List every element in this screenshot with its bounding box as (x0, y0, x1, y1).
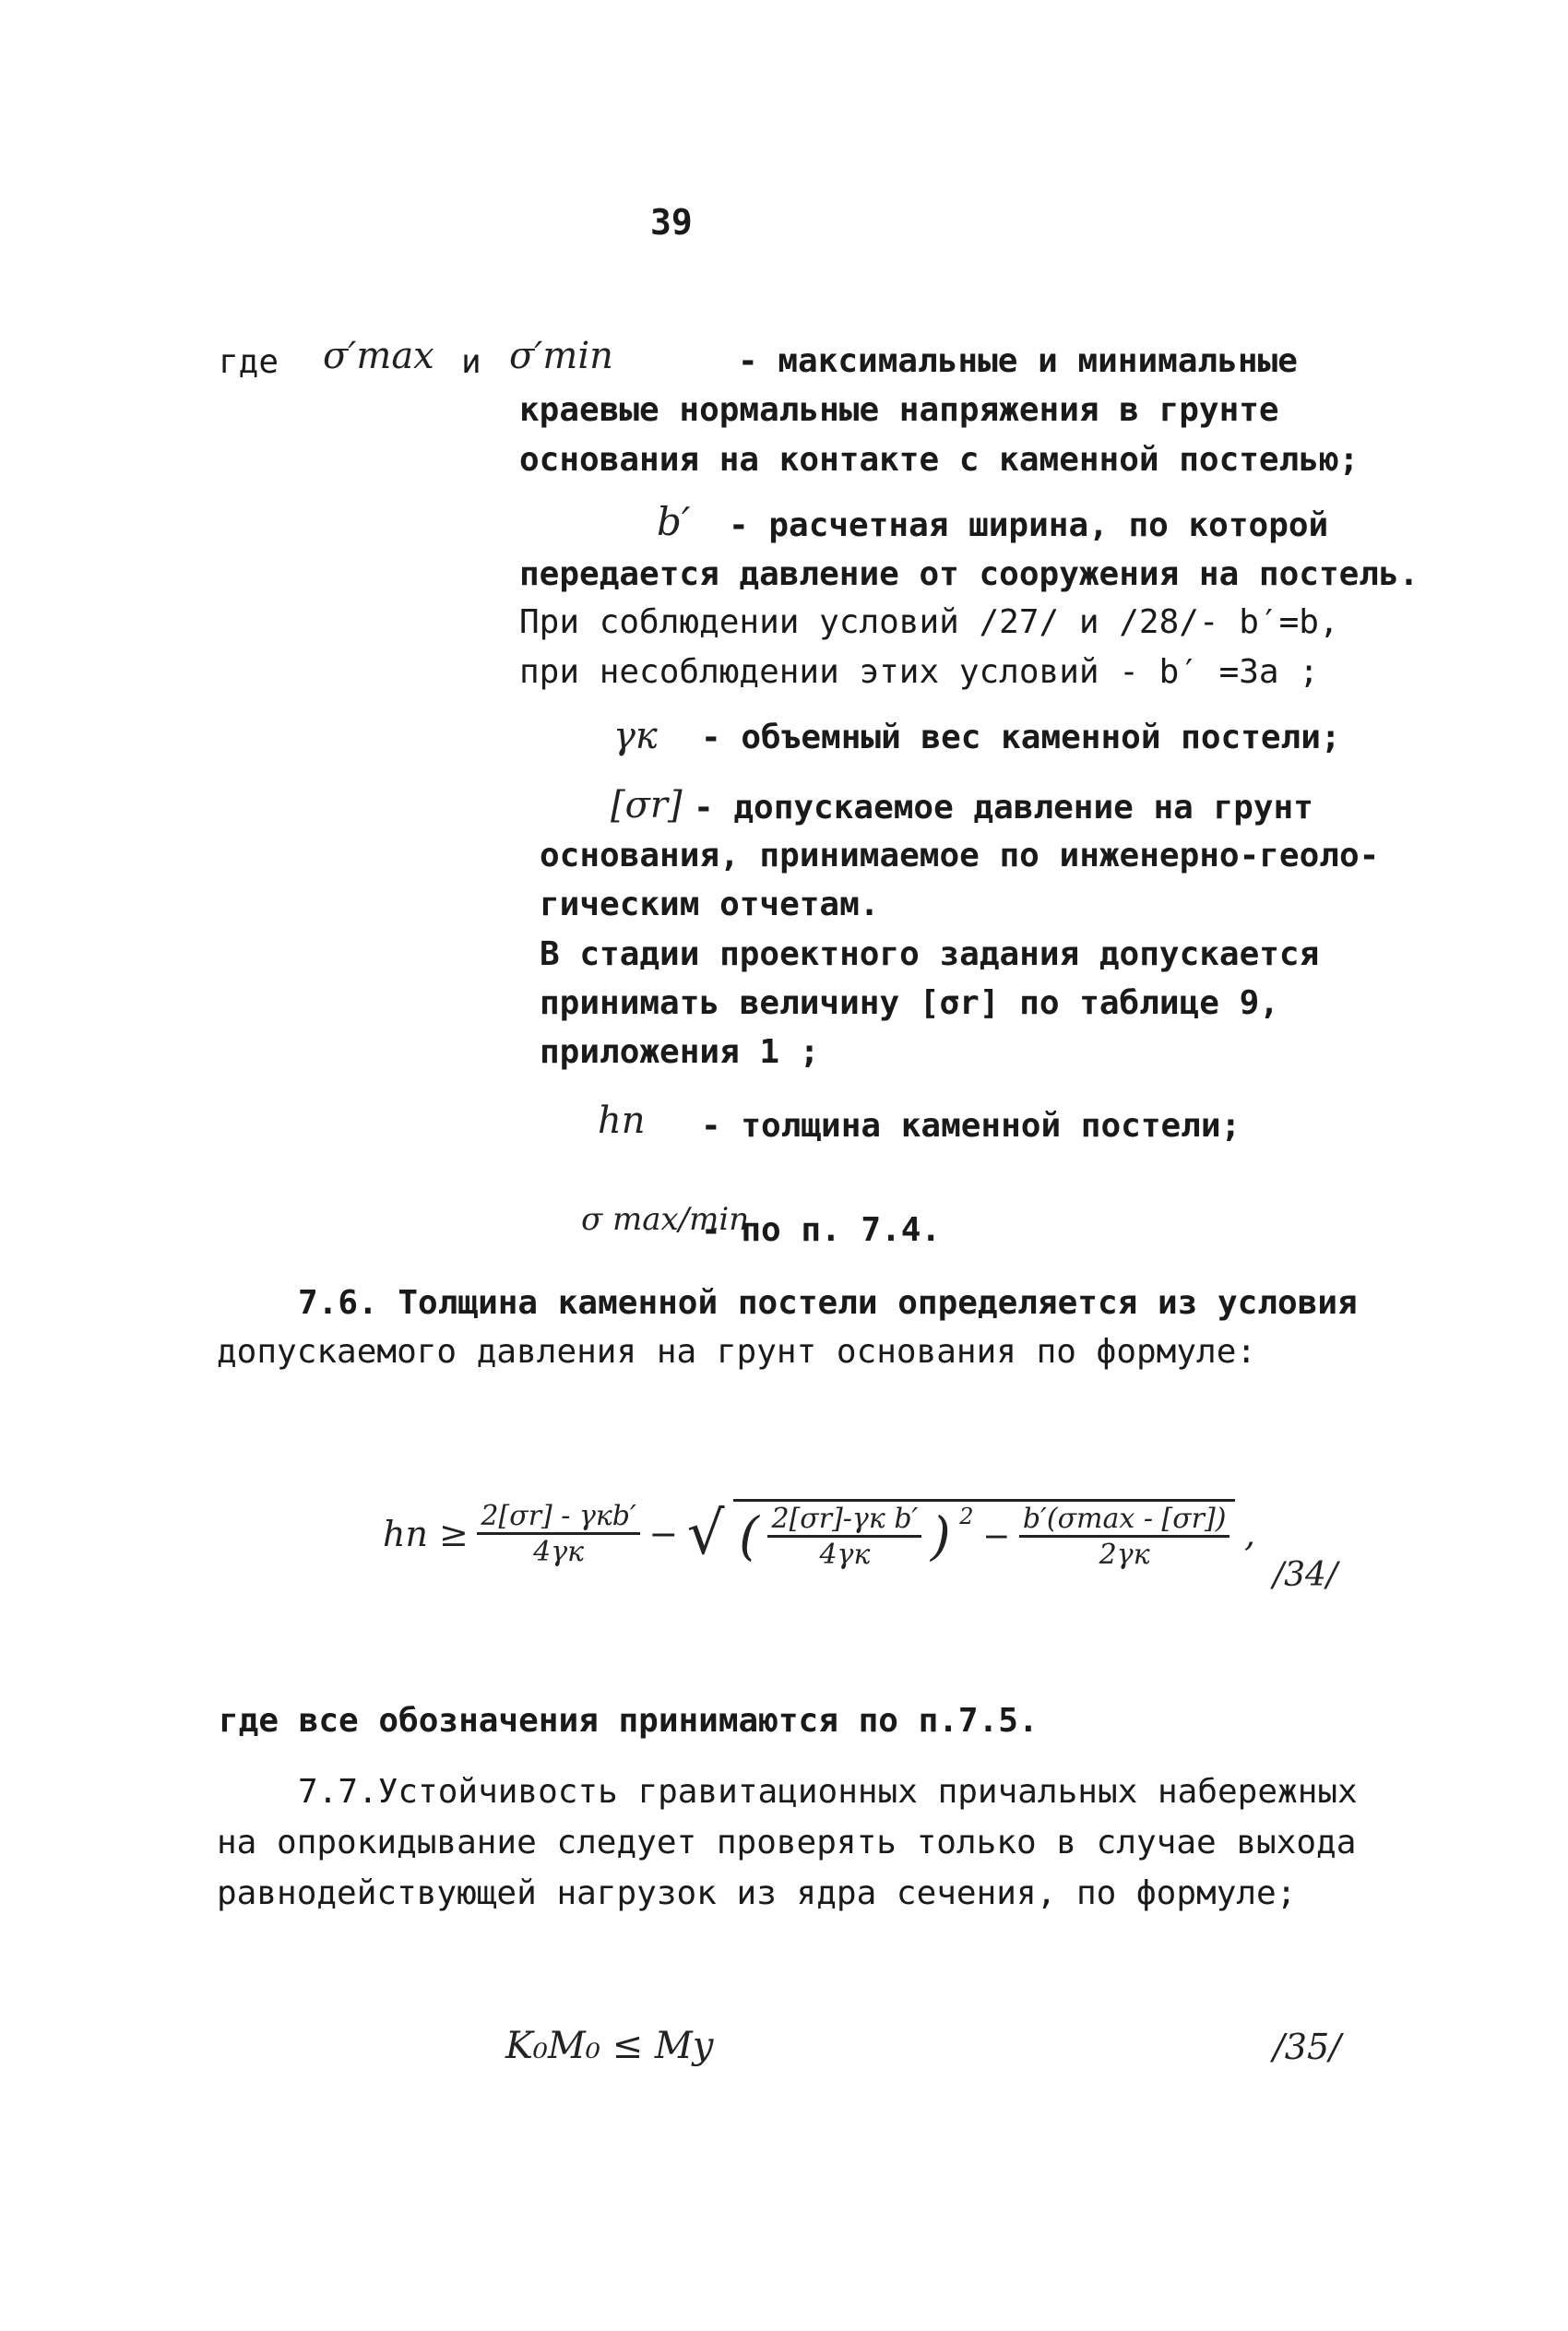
h-symbol: hп (598, 1100, 646, 1142)
formula-34-number: /34/ (1273, 1556, 1338, 1594)
formula-34-power: 2 (959, 1504, 974, 1529)
sigma-r-desc-line-1: - допускаемое давление на грунт (694, 789, 1313, 827)
and-label: и (461, 343, 481, 381)
sigma-maxmin-symbol: σ max/min (581, 1201, 750, 1238)
gamma-desc: - объемный вес каменной постели; (701, 719, 1341, 756)
section-7-7-line-3: равнодействующей нагрузок из ядра сечения, по формуле; (217, 1874, 1297, 1912)
sigma-r-desc-line-3: гическим отчетам. (540, 886, 880, 923)
section-7-7-line-1: 7.7.Устойчивость гравитационных причальных набережных (298, 1773, 1358, 1811)
formula-34-frac1-num: 2[σr] - γкb′ (477, 1503, 639, 1535)
sigma-min-symbol: σ′min (509, 335, 613, 377)
formula-34-sqrt-frac-den: 4γк (819, 1539, 871, 1571)
formula-34-lhs: hп ≥ (383, 1514, 469, 1554)
formula-34-fraction-1 (477, 1499, 639, 1568)
formula-34-sqrt-frac-num: 2[σr]-γк b′ (767, 1505, 921, 1538)
h-desc: - толщина каменной постели; (701, 1107, 1241, 1145)
formula-35-number: /35/ (1273, 2027, 1341, 2067)
section-7-6-line-2: допускаемого давления на грунт основания по формуле: (217, 1333, 1257, 1371)
b-desc-line-4: при несоблюдении этих условий - b′ =3а ; (519, 653, 1319, 691)
gamma-symbol: γк (613, 715, 658, 757)
sigma-r-desc-line-2: основания, принимаемое по инженерно-геоло- (540, 837, 1380, 874)
sigma-desc-line-3: основания на контакте с каменной постелью; (519, 441, 1360, 479)
formula-34-paren-close: ) (930, 1506, 951, 1567)
sigma-max-symbol: σ′max (323, 335, 434, 377)
formula-34-sqrt-body (733, 1499, 1235, 1569)
formula-34-minus: − (648, 1514, 679, 1554)
sigma-desc-line-2: краевые нормальные напряжения в грунте (519, 391, 1279, 429)
section-7-6-line-1: 7.6. Толщина каменной постели определяется из условия (298, 1284, 1358, 1322)
sigma-r-symbol: [σr] (611, 784, 683, 827)
sigma-maxmin-desc: - по п. 7.4. (701, 1211, 942, 1249)
sigma-r-desc-line-4: В стадии проектного задания допускается (540, 935, 1320, 973)
sigma-desc-line-1: - максимальные и минимальные (738, 342, 1298, 380)
formula-34-paren-open: ( (739, 1506, 759, 1567)
sigma-r-desc-line-5: принимать величину [σr] по таблице 9, (540, 984, 1279, 1022)
formula-34-frac1-den: 4γк (533, 1535, 585, 1568)
formula-34-sqrt-minus: − (982, 1517, 1011, 1556)
section-7-7-line-2: на опрокидывание следует проверять только в случае выхода (217, 1824, 1357, 1861)
after-formula-34-text: где все обозначения принимаются по п.7.5. (219, 1702, 1039, 1740)
formula-35: K₀M₀ ≤ Mу (505, 2025, 715, 2067)
formula-34 (383, 1499, 1255, 1569)
formula-34-frac2-num: b′(σmax - [σr]) (1019, 1505, 1230, 1538)
formula-34-sqrt-sign: √ (686, 1500, 725, 1568)
page-number: 39 (650, 202, 693, 243)
formula-34-frac2-den: 2γк (1099, 1539, 1150, 1571)
b-desc-line-1: - расчетная ширина, по которой (729, 506, 1329, 544)
formula-34-comma: , (1243, 1514, 1256, 1554)
where-label: где (219, 343, 279, 381)
formula-34-fraction-2 (1019, 1505, 1230, 1569)
b-prime-symbol: b′ (657, 499, 691, 544)
b-desc-line-2: передается давление от сооружения на постель. (519, 555, 1420, 593)
formula-34-sqrt-fraction (767, 1505, 921, 1569)
sigma-r-desc-line-6: приложения 1 ; (540, 1033, 820, 1071)
b-desc-line-3: При соблюдении условий /27/ и /28/- b′=b, (519, 603, 1339, 641)
